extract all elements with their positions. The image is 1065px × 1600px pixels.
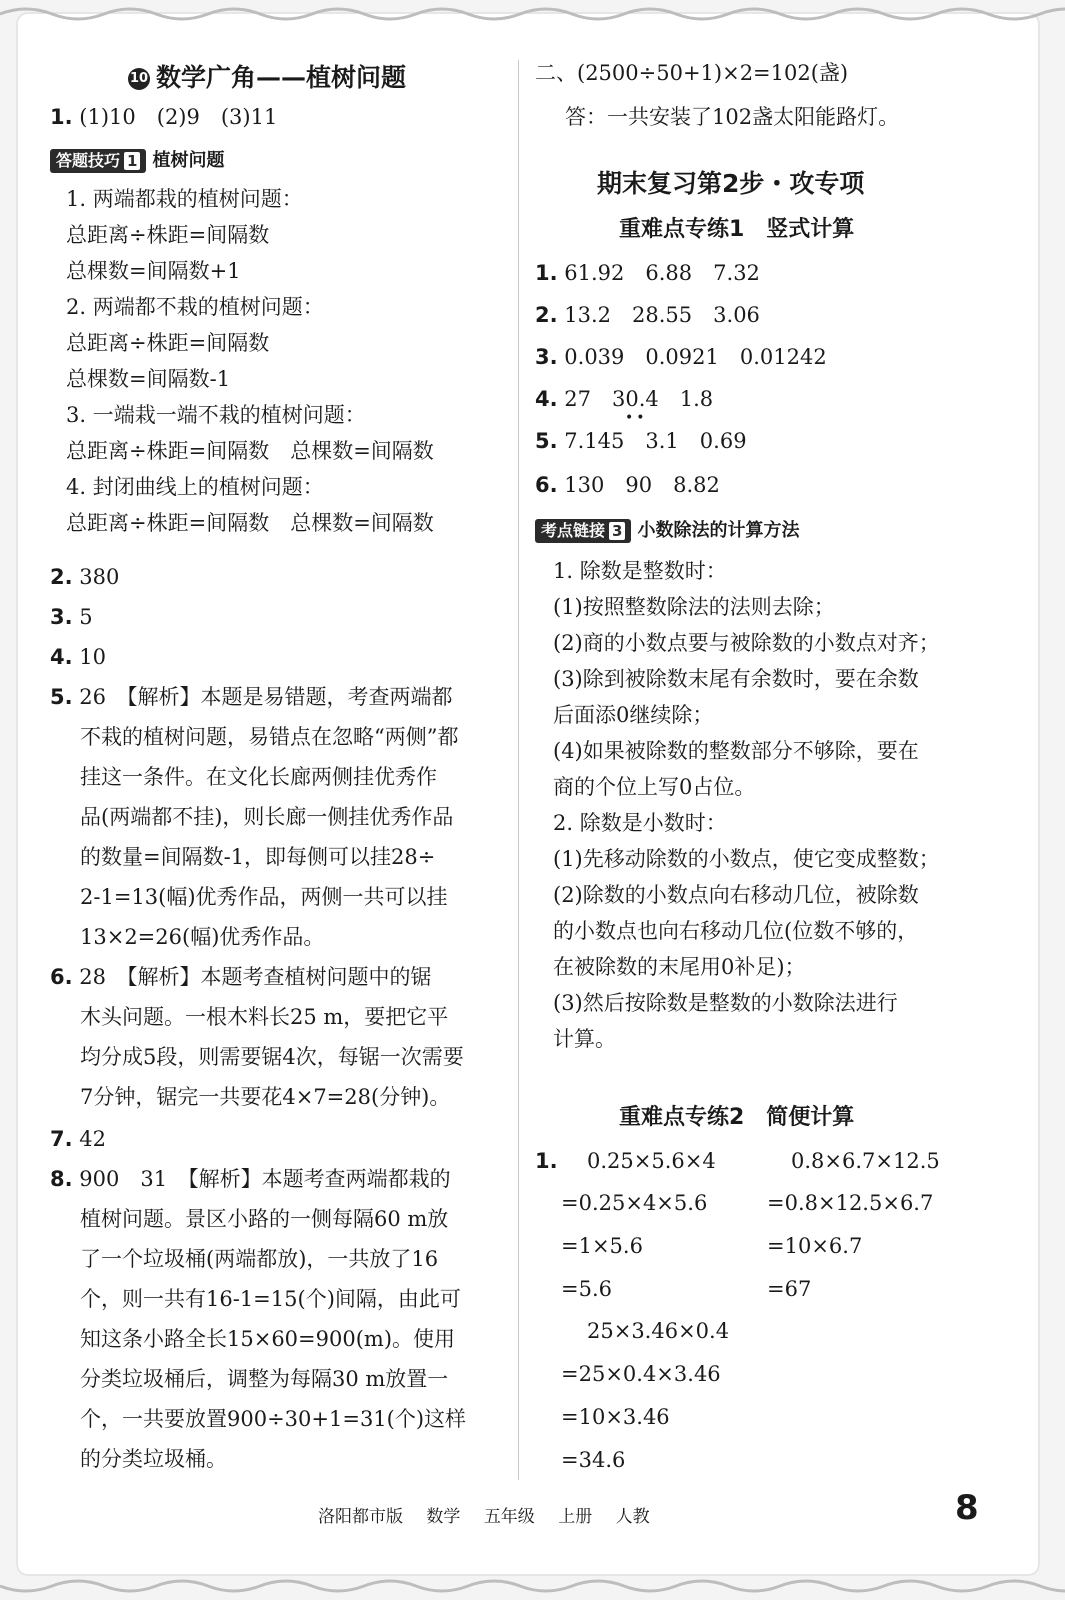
explanation-line: 木头问题。一根木料长25 m，要把它平 bbox=[80, 1005, 449, 1029]
calc-b-step: =67 bbox=[767, 1277, 812, 1301]
explanation-line: 的分类垃圾桶。 bbox=[80, 1447, 227, 1471]
link-line: (2)商的小数点要与被除数的小数点对齐； bbox=[553, 631, 940, 655]
vertical-calc-answer: 1. 61.92 6.88 7.32 bbox=[535, 261, 760, 285]
explanation-line: 不栽的植树问题，易错点在忽略“两侧”都 bbox=[80, 725, 459, 749]
footer-publisher: 人教 bbox=[615, 1507, 650, 1527]
repeating-decimal-dots: •• bbox=[625, 410, 648, 426]
chapter-title: 数学广角——植树问题 bbox=[156, 63, 407, 92]
link-line: (2)除数的小数点向右移动几位，被除数 bbox=[553, 883, 919, 907]
tip-line: 总距离÷株距=间隔数 bbox=[66, 331, 270, 355]
explanation-line: 2-1=13(幅)优秀作品，两侧一共可以挂 bbox=[80, 885, 448, 909]
calc-a-step: =1×5.6 bbox=[561, 1234, 643, 1258]
page-number: 8 bbox=[955, 1488, 979, 1528]
tip-line: 总距离÷株距=间隔数 总棵数=间隔数 bbox=[66, 511, 434, 535]
link-line: (3)除到被除数末尾有余数时，要在余数 bbox=[553, 667, 919, 691]
bottom-wave-border bbox=[0, 1574, 1065, 1600]
footer-subject: 数学 bbox=[426, 1507, 461, 1527]
vertical-calc-answer: 6. 130 90 8.82 bbox=[535, 473, 720, 497]
question-3: 3. 5 bbox=[50, 605, 93, 629]
vertical-calc-answer: 5. 7.145 3.1 0.69 bbox=[535, 429, 747, 453]
footer-edition: 洛阳都市版 bbox=[318, 1507, 403, 1527]
tip-line: 总距离÷株距=间隔数 bbox=[66, 223, 270, 247]
top-wave-border bbox=[0, 0, 1065, 26]
question-2: 2. 380 bbox=[50, 565, 120, 589]
simplified-calc-number: 1. bbox=[535, 1149, 558, 1173]
link-line: (1)按照整数除法的法则去除； bbox=[553, 595, 835, 619]
chapter-heading bbox=[128, 58, 406, 94]
tip-line: 总距离÷株距=间隔数 总棵数=间隔数 bbox=[66, 439, 434, 463]
calc-c-step: =25×0.4×3.46 bbox=[561, 1362, 721, 1386]
tip-line: 4. 封闭曲线上的植树问题： bbox=[66, 475, 324, 499]
explanation-line: 挂这一条件。在文化长廊两侧挂优秀作 bbox=[80, 765, 437, 789]
vertical-calc-answer: 3. 0.039 0.0921 0.01242 bbox=[535, 345, 827, 369]
link-line: 计算。 bbox=[553, 1027, 616, 1051]
part-two-answer: 答：一共安装了102盏太阳能路灯。 bbox=[565, 105, 900, 129]
section-2-title: 重难点专练2 简便计算 bbox=[619, 1105, 855, 1130]
tip-header bbox=[50, 144, 224, 176]
explanation-line: 品(两端都不挂)，则长廊一侧挂优秀作品 bbox=[80, 805, 454, 829]
tip-title: 植树问题 bbox=[152, 149, 225, 171]
tip-line: 2. 两端都不栽的植树问题： bbox=[66, 295, 324, 319]
footer-grade: 五年级 bbox=[483, 1507, 535, 1527]
link-line: 商的个位上写0占位。 bbox=[553, 775, 756, 799]
link-header bbox=[535, 514, 799, 546]
calc-b-step: =0.8×12.5×6.7 bbox=[767, 1191, 934, 1215]
chapter-number: 10 bbox=[128, 68, 150, 90]
link-line: (1)先移动除数的小数点，使它变成整数； bbox=[553, 847, 940, 871]
tip-line: 总棵数=间隔数-1 bbox=[66, 367, 231, 391]
column-divider bbox=[518, 60, 519, 1480]
footer-volume: 上册 bbox=[558, 1507, 593, 1527]
explanation-line: 7分钟，锯完一共要花4×7=28(分钟)。 bbox=[80, 1085, 451, 1109]
link-line: 后面添0继续除； bbox=[553, 703, 714, 727]
calc-c-step: =34.6 bbox=[561, 1448, 626, 1472]
tip-badge: 答题技巧 1 bbox=[50, 149, 146, 173]
question-5: 5. 26 【解析】本题是易错题，考查两端都 bbox=[50, 685, 453, 709]
explanation-line: 了一个垃圾桶(两端都放)，一共放了16 bbox=[80, 1247, 439, 1271]
page-footer bbox=[318, 1502, 668, 1527]
link-line: (3)然后按除数是整数的小数除法进行 bbox=[553, 991, 898, 1015]
explanation-line: 分类垃圾桶后，调整为每隔30 m放置一 bbox=[80, 1367, 449, 1391]
explanation-line: 植树问题。景区小路的一侧每隔60 m放 bbox=[80, 1207, 449, 1231]
calc-a-step: =5.6 bbox=[561, 1277, 612, 1301]
question-6: 6. 28 【解析】本题考查植树问题中的锯 bbox=[50, 965, 432, 989]
link-line: 在被除数的末尾用0补足)； bbox=[553, 955, 806, 979]
calc-a-step: =0.25×4×5.6 bbox=[561, 1191, 708, 1215]
tip-line: 1. 两端都栽的植树问题： bbox=[66, 187, 303, 211]
part-two-equation: 二、(2500÷50+1)×2=102(盏) bbox=[535, 61, 849, 85]
vertical-calc-answer: 4. 27 30.4 1.8 bbox=[535, 387, 714, 411]
tip-line: 3. 一端栽一端不栽的植树问题： bbox=[66, 403, 366, 427]
vertical-calc-answer: 2. 13.2 28.55 3.06 bbox=[535, 303, 760, 327]
link-line: 的小数点也向右移动几位(位数不够的， bbox=[553, 919, 919, 943]
explanation-line: 13×2=26(幅)优秀作品。 bbox=[80, 925, 325, 949]
calc-c-step: =10×3.46 bbox=[561, 1405, 670, 1429]
link-line: (4)如果被除数的整数部分不够除，要在 bbox=[553, 739, 919, 763]
explanation-line: 的数量=间隔数-1，即每侧可以挂28÷ bbox=[80, 845, 436, 869]
explanation-line: 均分成5段，则需要锯4次，每锯一次需要 bbox=[80, 1045, 464, 1069]
explanation-line: 个，一共要放置900÷30+1=31(个)这样 bbox=[80, 1407, 467, 1431]
link-line: 2. 除数是小数时： bbox=[553, 811, 727, 835]
calc-b-step: 0.8×6.7×12.5 bbox=[791, 1149, 940, 1173]
link-line: 1. 除数是整数时： bbox=[553, 559, 727, 583]
calc-b-step: =10×6.7 bbox=[767, 1234, 863, 1258]
question-4: 4. 10 bbox=[50, 645, 107, 669]
calc-a-step: 0.25×5.6×4 bbox=[587, 1149, 716, 1173]
explanation-line: 知这条小路全长15×60=900(m)。使用 bbox=[80, 1327, 456, 1351]
calc-c-step: 25×3.46×0.4 bbox=[587, 1319, 730, 1343]
question-7: 7. 42 bbox=[50, 1127, 107, 1151]
question-8: 8. 900 31 【解析】本题考查两端都栽的 bbox=[50, 1167, 451, 1191]
question-1: 1. (1)10 (2)9 (3)11 bbox=[50, 105, 278, 129]
section-1-title: 重难点专练1 竖式计算 bbox=[619, 217, 855, 242]
explanation-line: 个，则一共有16-1=15(个)间隔，由此可 bbox=[80, 1287, 461, 1311]
link-badge: 考点链接 3 bbox=[535, 519, 631, 543]
tip-line: 总棵数=间隔数+1 bbox=[66, 259, 241, 283]
link-title: 小数除法的计算方法 bbox=[637, 519, 800, 541]
review-step-title: 期末复习第2步・攻专项 bbox=[597, 169, 865, 198]
